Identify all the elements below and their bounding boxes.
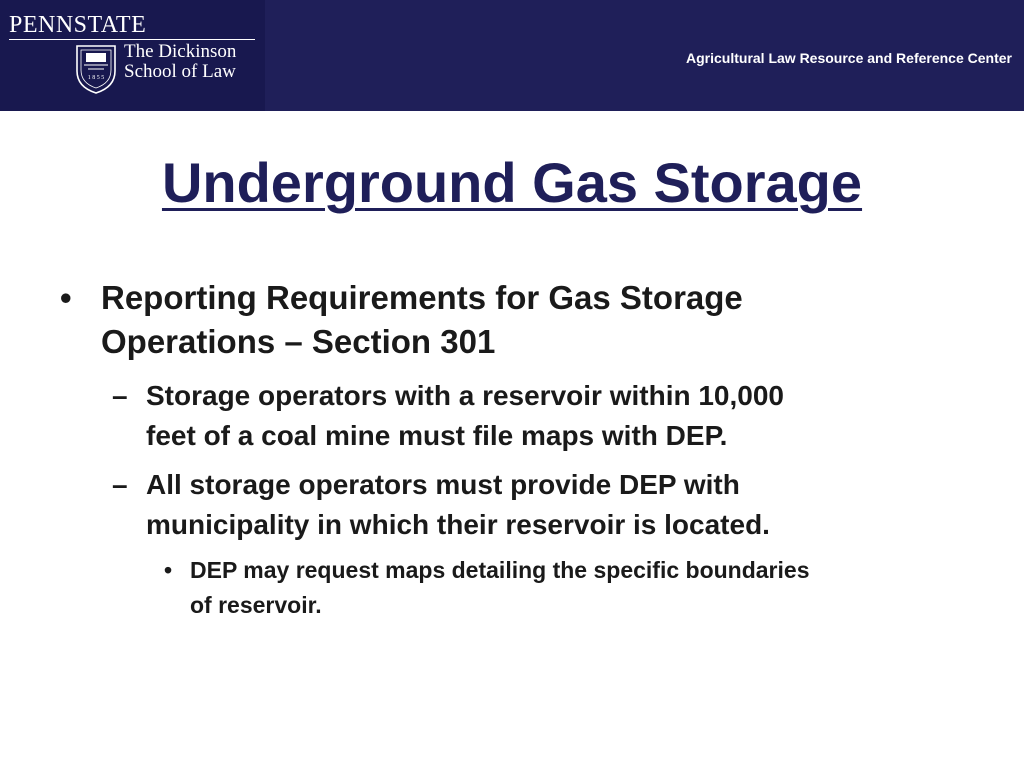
sub-bullet-text: [146, 465, 770, 545]
sub-bullet-marker: –: [112, 469, 128, 500]
law-school-name: [124, 42, 236, 82]
logo-divider: [9, 39, 255, 40]
slide-title: Underground Gas Storage: [161, 151, 863, 214]
bullet-text: [101, 276, 743, 364]
sub-bullet-line: All storage operators must provide DEP with: [146, 469, 740, 500]
sub-sub-bullet-line: DEP may request maps detailing the specific boundaries: [190, 557, 810, 583]
sub-bullet-text: [146, 376, 784, 456]
sub-bullet-line: municipality in which their reservoir is located.: [146, 509, 770, 540]
bullet-line: Reporting Requirements for Gas Storage: [101, 279, 743, 316]
center-name: Agricultural Law Resource and Reference Center: [686, 50, 1012, 66]
sub-sub-bullet-marker: •: [164, 557, 173, 583]
sub-bullet-line: feet of a coal mine must file maps with DEP.: [146, 420, 728, 451]
seal-year: 1 8 5 5: [87, 75, 105, 81]
bullet-line: Operations – Section 301: [101, 323, 496, 360]
law-school-seal-icon: [74, 43, 118, 95]
header-banner: [0, 0, 1024, 111]
bullet-marker: •: [60, 279, 72, 316]
sub-sub-bullet-line: of reservoir.: [190, 592, 322, 618]
sub-bullet-line: Storage operators with a reservoir within 10,000: [146, 380, 784, 411]
pennstate-wordmark: PENNSTATE: [9, 12, 147, 38]
logo-block: [0, 0, 265, 111]
law-school-name-line2: School of Law: [124, 61, 236, 82]
sub-sub-bullet-text: [190, 553, 809, 623]
sub-bullet-marker: –: [112, 380, 128, 411]
law-school-name-line1: The Dickinson: [124, 41, 237, 62]
